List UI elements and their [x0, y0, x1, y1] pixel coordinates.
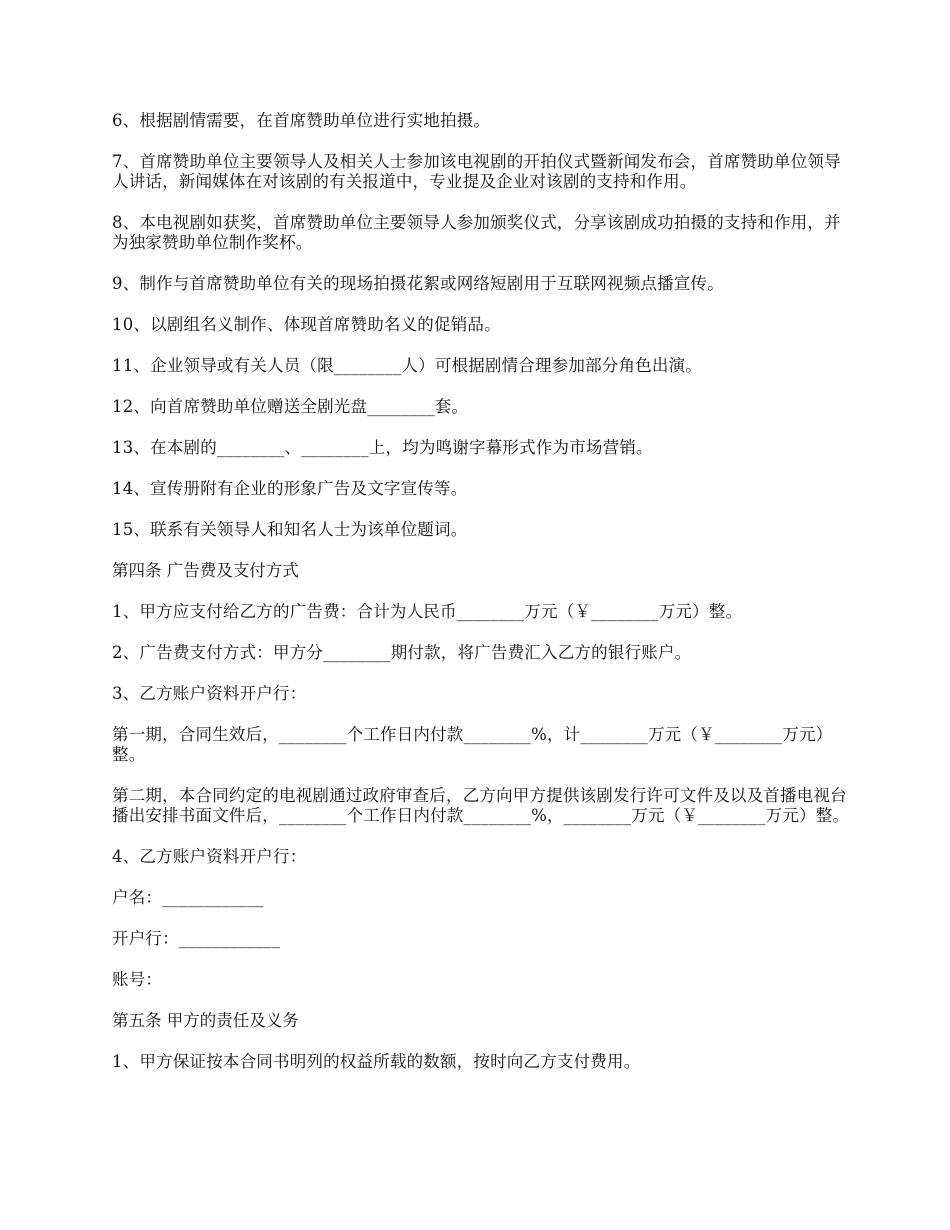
bank-line: 开户行：____________: [112, 929, 281, 948]
clause-11: 11、企业领导或有关人员（限________人）可根据剧情合理参加部分角色出演。: [112, 356, 702, 375]
clause-8: 8、本电视剧如获奖，首席赞助单位主要领导人参加颁奖仪式，分享该剧成功拍摄的支持和作用，并为独家赞助单位制作奖杯。: [112, 213, 841, 252]
account-name-line: 户名：____________: [112, 888, 264, 907]
clause-7: 7、首席赞助单位主要领导人及相关人士参加该电视剧的开拍仪式暨新闻发布会，首席赞助单位领导人讲话，新闻媒体在对该剧的有关报道中，专业提及企业对该剧的支持和作用。: [112, 152, 841, 191]
article-5-heading: 第五条 甲方的责任及义务: [112, 1011, 299, 1030]
article-4-item-2: 2、广告费支付方式：甲方分________期付款，将广告费汇入乙方的银行账户。: [112, 643, 692, 662]
article-4-item-1: 1、甲方应支付给乙方的广告费：合计为人民币________万元（￥________万元）整。: [112, 602, 743, 621]
article-4-item-3: 3、乙方账户资料开户行：: [112, 684, 307, 703]
clause-6: 6、根据剧情需要，在首席赞助单位进行实地拍摄。: [112, 111, 491, 130]
clause-14: 14、宣传册附有企业的形象广告及文字宣传等。: [112, 479, 468, 498]
article-4-heading: 第四条 广告费及支付方式: [112, 561, 299, 580]
clause-15: 15、联系有关领导人和知名人士为该单位题词。: [112, 520, 468, 539]
article-4-item-4: 4、乙方账户资料开户行：: [112, 847, 307, 866]
clause-12: 12、向首席赞助单位赠送全剧光盘________套。: [112, 397, 469, 416]
document-page: [112, 111, 857, 1093]
clause-13: 13、在本剧的________、________上，均为鸣谢字幕形式作为市场营销。: [112, 438, 653, 457]
clause-10: 10、以剧组名义制作、体现首席赞助名义的促销品。: [112, 315, 501, 334]
account-number-line: 账号：: [112, 970, 163, 989]
clause-9: 9、制作与首席赞助单位有关的现场拍摄花絮或网络短剧用于互联网视频点播宣传。: [112, 274, 724, 293]
payment-phase-1: 第一期，合同生效后，________个工作日内付款________%，计________万元（￥________万元）整。: [112, 725, 833, 764]
article-5-item-1: 1、甲方保证按本合同书明列的权益所载的数额，按时向乙方支付费用。: [112, 1052, 641, 1071]
payment-phase-2: 第二期，本合同约定的电视剧通过政府审查后，乙方向甲方提供该剧发行许可文件及以及首播电视台播出安排书面文件后，________个工作日内付款________%，________万元（￥________万元）整。: [112, 786, 850, 825]
